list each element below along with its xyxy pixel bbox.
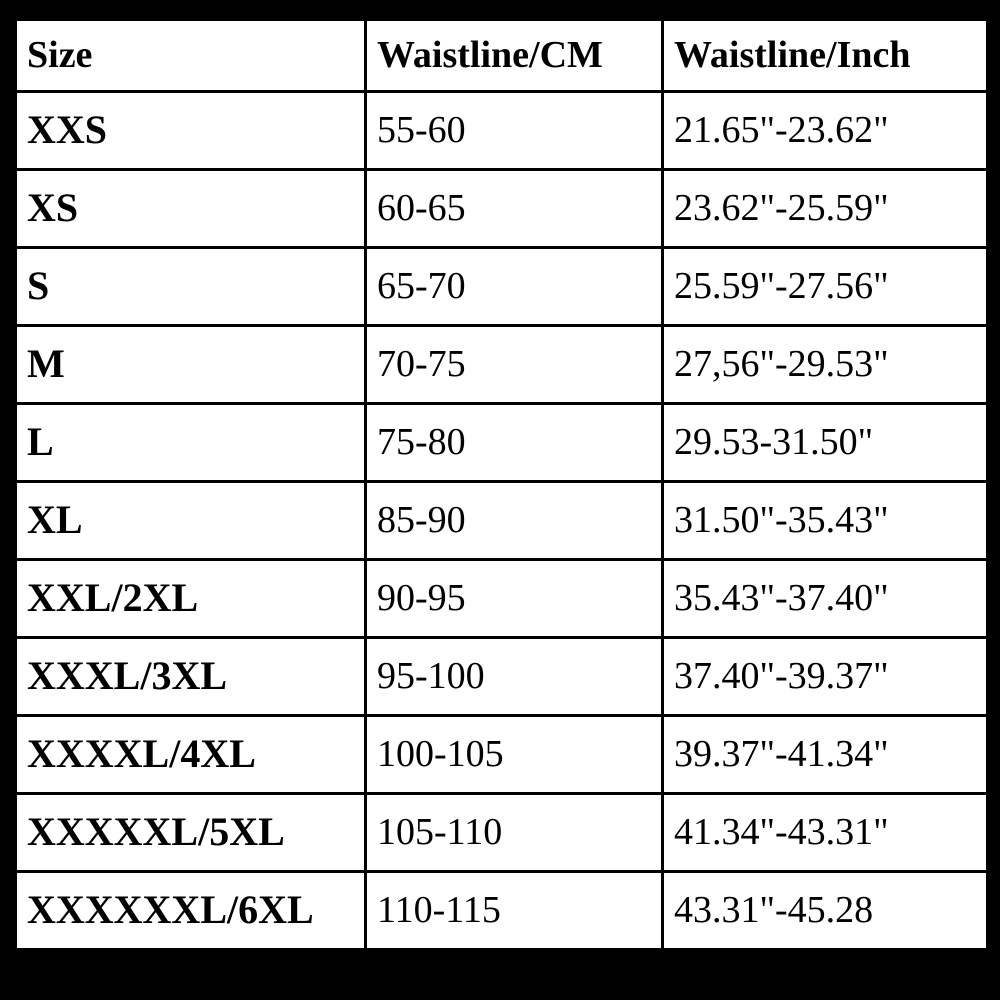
cell-waistline-cm: 65-70 — [366, 248, 663, 326]
cell-waistline-inch: 21.65"-23.62" — [663, 92, 988, 170]
cell-waistline-inch: 41.34"-43.31" — [663, 794, 988, 872]
cell-waistline-inch: 23.62"-25.59" — [663, 170, 988, 248]
cell-waistline-cm: 85-90 — [366, 482, 663, 560]
column-header-waistline-cm: Waistline/CM — [366, 20, 663, 92]
cell-size: XXL/2XL — [16, 560, 366, 638]
cell-waistline-cm: 70-75 — [366, 326, 663, 404]
table-row — [16, 92, 988, 170]
table-row — [16, 716, 988, 794]
table-body — [16, 92, 988, 950]
cell-waistline-cm: 75-80 — [366, 404, 663, 482]
cell-waistline-cm: 100-105 — [366, 716, 663, 794]
cell-waistline-inch: 25.59"-27.56" — [663, 248, 988, 326]
table-row — [16, 794, 988, 872]
cell-waistline-inch: 31.50"-35.43" — [663, 482, 988, 560]
table-header — [16, 20, 988, 92]
cell-size: XXS — [16, 92, 366, 170]
cell-waistline-inch: 37.40"-39.37" — [663, 638, 988, 716]
cell-waistline-inch: 35.43"-37.40" — [663, 560, 988, 638]
cell-size: L — [16, 404, 366, 482]
cell-waistline-cm: 55-60 — [366, 92, 663, 170]
cell-waistline-cm: 95-100 — [366, 638, 663, 716]
cell-waistline-cm: 60-65 — [366, 170, 663, 248]
cell-size: XL — [16, 482, 366, 560]
table-row — [16, 872, 988, 950]
table-row — [16, 482, 988, 560]
cell-size: XXXXL/4XL — [16, 716, 366, 794]
cell-size: XXXXXL/5XL — [16, 794, 366, 872]
column-header-size: Size — [16, 20, 366, 92]
cell-size: XS — [16, 170, 366, 248]
size-chart-table — [14, 18, 989, 951]
cell-size: S — [16, 248, 366, 326]
table-row — [16, 404, 988, 482]
column-header-waistline-inch: Waistline/Inch — [663, 20, 988, 92]
cell-size: XXXXXXL/6XL — [16, 872, 366, 950]
table-header-row — [16, 20, 988, 92]
cell-waistline-inch: 43.31"-45.28 — [663, 872, 988, 950]
cell-size: XXXL/3XL — [16, 638, 366, 716]
table-row — [16, 170, 988, 248]
table-row — [16, 326, 988, 404]
table-row — [16, 638, 988, 716]
cell-waistline-cm: 105-110 — [366, 794, 663, 872]
cell-waistline-inch: 29.53-31.50" — [663, 404, 988, 482]
cell-waistline-inch: 27,56"-29.53" — [663, 326, 988, 404]
cell-waistline-cm: 90-95 — [366, 560, 663, 638]
cell-waistline-cm: 110-115 — [366, 872, 663, 950]
table-row — [16, 248, 988, 326]
cell-size: M — [16, 326, 366, 404]
cell-waistline-inch: 39.37"-41.34" — [663, 716, 988, 794]
table-row — [16, 560, 988, 638]
